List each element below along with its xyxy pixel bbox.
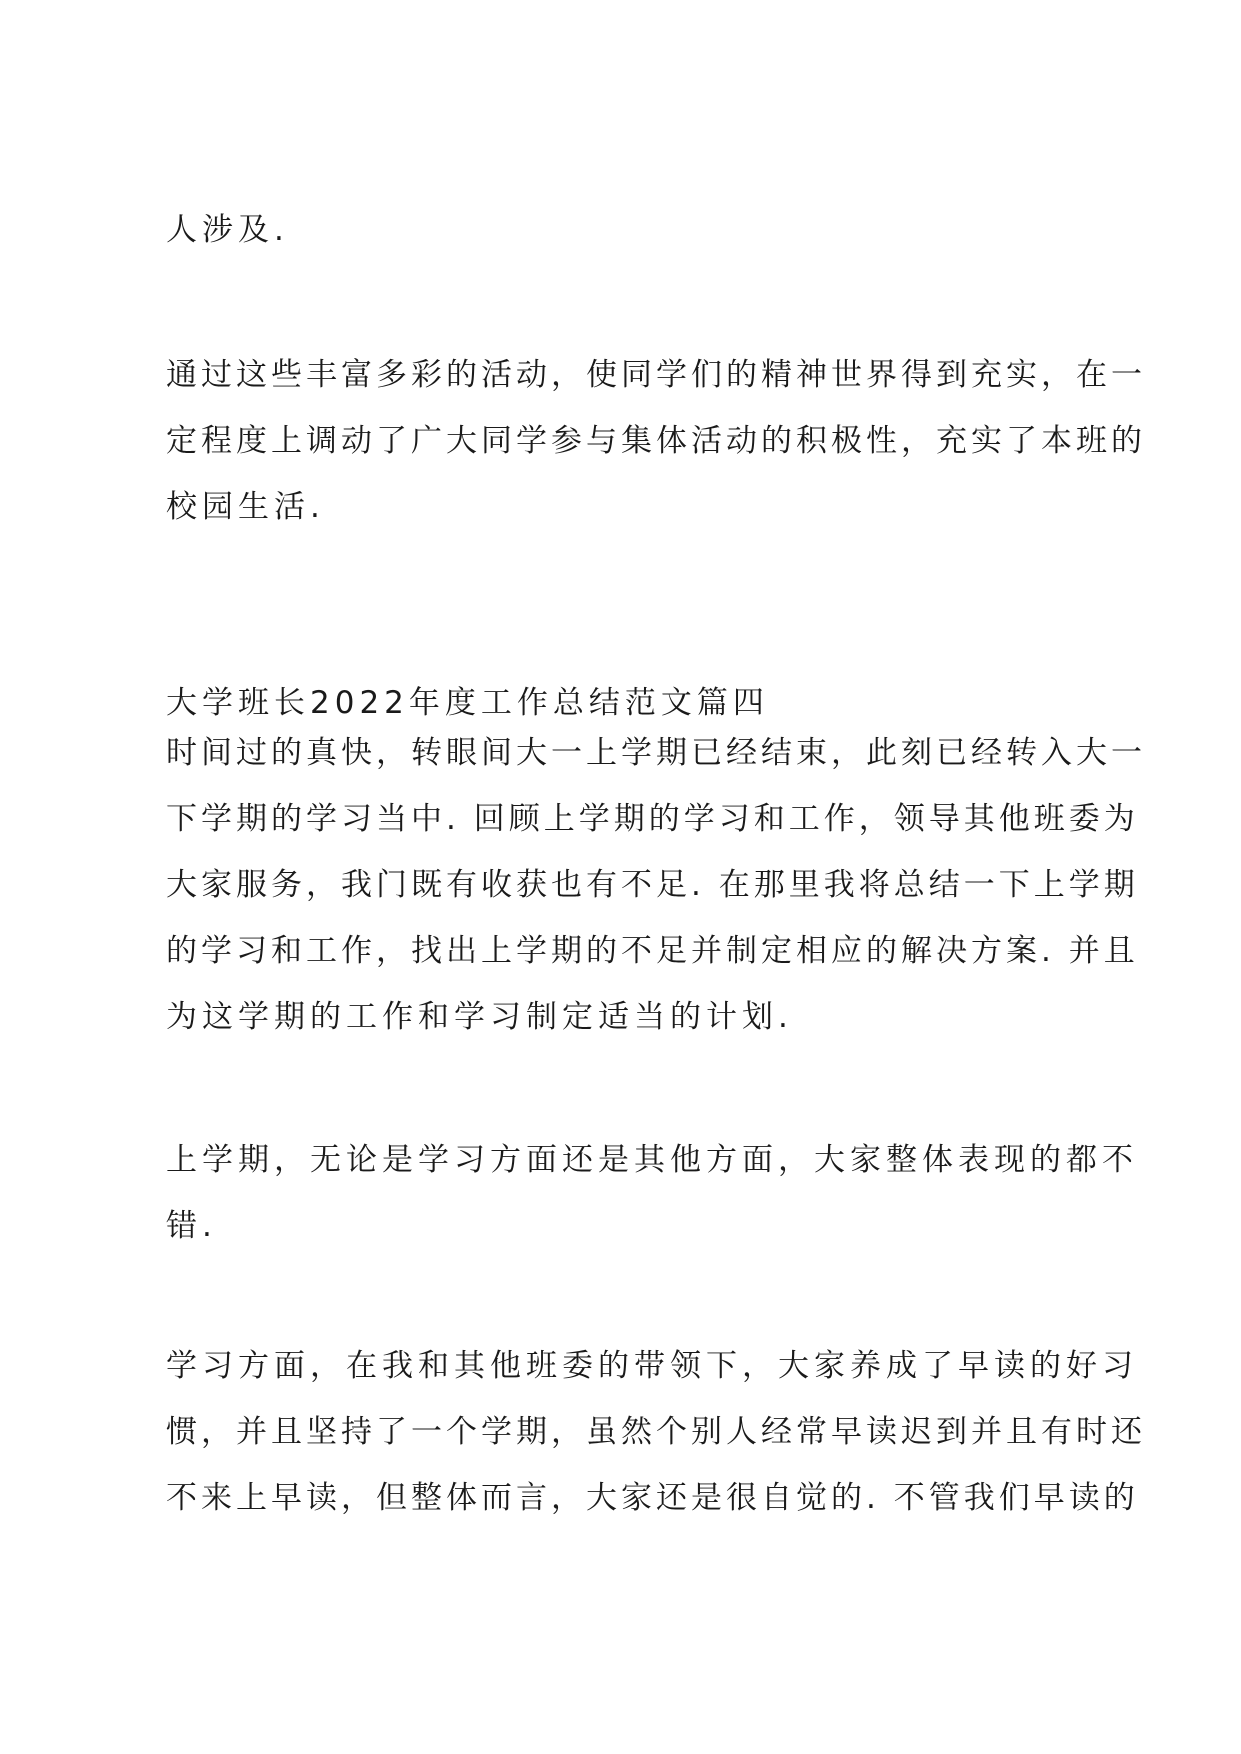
paragraph-3-line-5: 为这学期的工作和学习制定适当的计划. [166, 999, 793, 1035]
paragraph-2-line-2: 定程度上调动了广大同学参与集体活动的积极性，充实了本班的 [166, 423, 1146, 459]
paragraph-3-line-3: 大家服务，我门既有收获也有不足. 在那里我将总结一下上学期 [166, 867, 1139, 903]
paragraph-5-line-3: 不来上早读，但整体而言，大家还是很自觉的. 不管我们早读的 [166, 1480, 1139, 1516]
paragraph-3-line-4: 的学习和工作，找出上学期的不足并制定相应的解决方案. 并且 [166, 933, 1139, 969]
paragraph-2-line-3: 校园生活. [166, 489, 325, 525]
paragraph-5-line-2: 惯，并且坚持了一个学期，虽然个别人经常早读迟到并且有时还 [166, 1414, 1146, 1450]
paragraph-4-line-1: 上学期，无论是学习方面还是其他方面，大家整体表现的都不 [166, 1142, 1138, 1178]
paragraph-3-line-1: 时间过的真快，转眼间大一上学期已经结束，此刻已经转入大一 [166, 735, 1146, 771]
paragraph-1-line-1: 人涉及. [166, 212, 289, 248]
paragraph-2-line-1: 通过这些丰富多彩的活动，使同学们的精神世界得到充实，在一 [166, 357, 1146, 393]
paragraph-3-line-2: 下学期的学习当中. 回顾上学期的学习和工作，领导其他班委为 [166, 801, 1139, 837]
section-heading: 大学班长2022年度工作总结范文篇四 [166, 685, 769, 721]
paragraph-4-line-2: 错. [166, 1208, 217, 1244]
paragraph-5-line-1: 学习方面，在我和其他班委的带领下，大家养成了早读的好习 [166, 1348, 1138, 1384]
